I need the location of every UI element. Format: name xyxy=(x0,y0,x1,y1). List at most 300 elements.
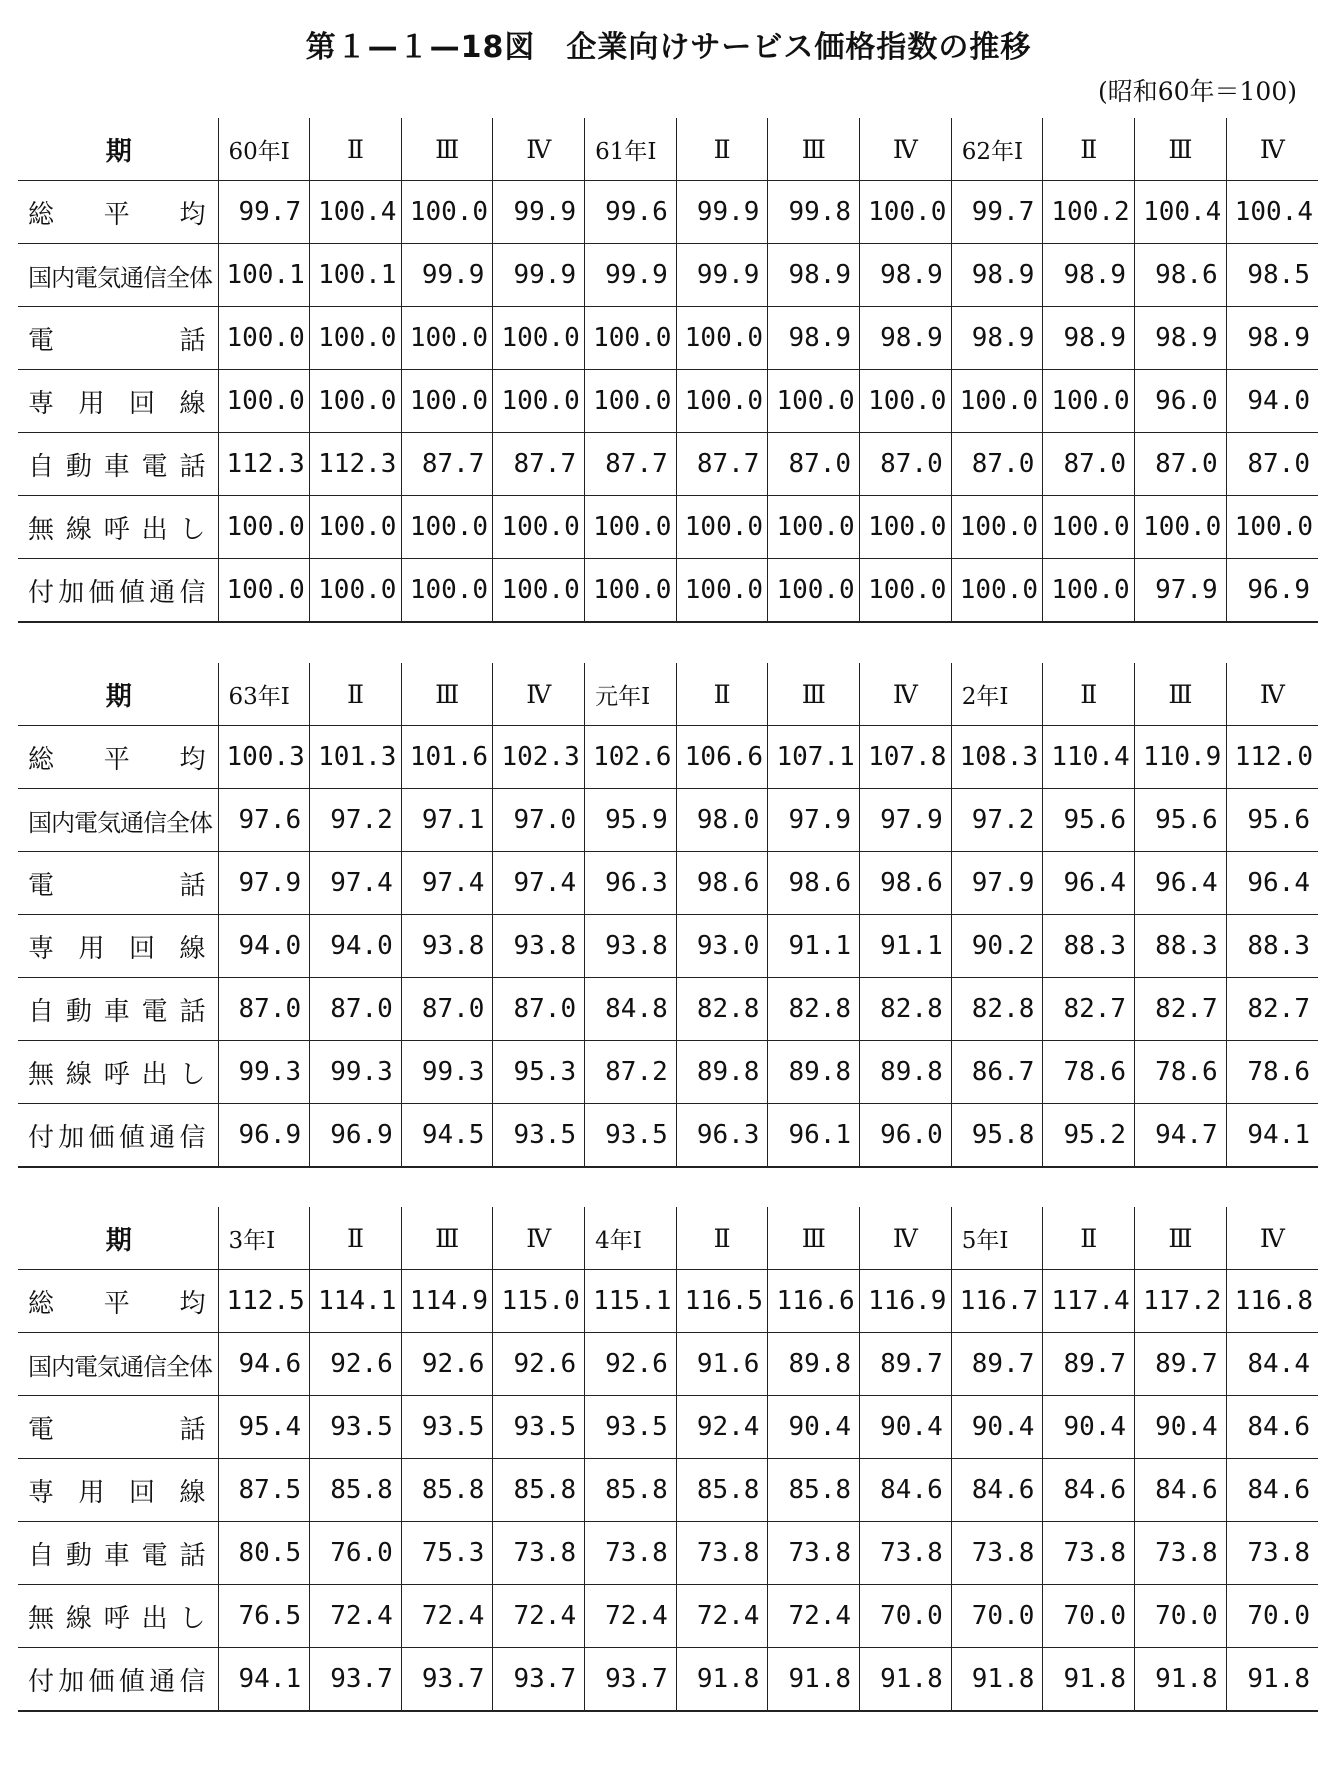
table-cell: 73.8 xyxy=(493,1522,585,1585)
table-cell: 112.0 xyxy=(1226,726,1318,789)
table-cell: 116.5 xyxy=(676,1270,768,1333)
table-cell: 96.4 xyxy=(1135,852,1227,915)
table-cell: 82.7 xyxy=(1226,978,1318,1041)
table-cell: 100.0 xyxy=(493,559,585,623)
table-cell: 98.9 xyxy=(1135,307,1227,370)
table-cell: 87.0 xyxy=(401,978,493,1041)
row-label: 専用回線 xyxy=(18,370,218,433)
table-row xyxy=(18,181,1318,244)
period-header: Ⅳ xyxy=(860,663,952,726)
table-cell: 100.0 xyxy=(218,496,310,559)
table-cell: 93.7 xyxy=(310,1648,402,1712)
table-cell: 96.0 xyxy=(860,1104,952,1168)
table-cell: 87.0 xyxy=(860,433,952,496)
table-cell: 72.4 xyxy=(676,1585,768,1648)
table-cell: 100.0 xyxy=(860,559,952,623)
table-cell: 97.6 xyxy=(218,789,310,852)
row-label: 自動車電話 xyxy=(18,433,218,496)
table-cell: 87.0 xyxy=(1135,433,1227,496)
table-cell: 96.4 xyxy=(1226,852,1318,915)
table-cell: 100.0 xyxy=(676,307,768,370)
table-cell: 82.8 xyxy=(951,978,1043,1041)
row-label: 国内電気通信全体 xyxy=(18,244,218,307)
row-label: 国内電気通信全体 xyxy=(18,1333,218,1396)
period-header: 5年Ⅰ xyxy=(951,1207,1043,1270)
period-header: Ⅳ xyxy=(1226,118,1318,181)
period-header: Ⅱ xyxy=(310,118,402,181)
table-cell: 85.8 xyxy=(310,1459,402,1522)
table-cell: 93.7 xyxy=(493,1648,585,1712)
table-row xyxy=(18,1585,1318,1648)
table-cell: 93.0 xyxy=(676,915,768,978)
table-cell: 91.8 xyxy=(1043,1648,1135,1712)
table-cell: 99.9 xyxy=(401,244,493,307)
table-cell: 100.0 xyxy=(218,370,310,433)
table-cell: 82.7 xyxy=(1135,978,1227,1041)
table-cell: 96.0 xyxy=(1135,370,1227,433)
table-cell: 86.7 xyxy=(951,1041,1043,1104)
period-header: Ⅱ xyxy=(676,118,768,181)
table-cell: 99.7 xyxy=(951,181,1043,244)
table-cell: 100.0 xyxy=(401,559,493,623)
table-cell: 99.3 xyxy=(218,1041,310,1104)
table-cell: 99.9 xyxy=(676,244,768,307)
table-cell: 112.3 xyxy=(218,433,310,496)
table-cell: 101.3 xyxy=(310,726,402,789)
table-cell: 91.8 xyxy=(768,1648,860,1712)
table-cell: 93.8 xyxy=(401,915,493,978)
table-cell: 87.7 xyxy=(401,433,493,496)
table-cell: 95.6 xyxy=(1135,789,1227,852)
table-cell: 98.9 xyxy=(860,244,952,307)
table-cell: 85.8 xyxy=(493,1459,585,1522)
table-cell: 91.8 xyxy=(951,1648,1043,1712)
table-cell: 106.6 xyxy=(676,726,768,789)
table-cell: 100.0 xyxy=(310,370,402,433)
table-cell: 75.3 xyxy=(401,1522,493,1585)
period-header: Ⅲ xyxy=(401,118,493,181)
table-cell: 94.5 xyxy=(401,1104,493,1168)
table-cell: 116.9 xyxy=(860,1270,952,1333)
table-cell: 93.5 xyxy=(585,1104,677,1168)
table-cell: 93.5 xyxy=(401,1396,493,1459)
table-cell: 107.1 xyxy=(768,726,860,789)
table-cell: 82.8 xyxy=(860,978,952,1041)
table-cell: 102.6 xyxy=(585,726,677,789)
period-header: 63年Ⅰ xyxy=(218,663,310,726)
row-label: 自動車電話 xyxy=(18,1522,218,1585)
table-cell: 100.0 xyxy=(768,559,860,623)
row-label: 専用回線 xyxy=(18,915,218,978)
table-cell: 100.0 xyxy=(1043,559,1135,623)
table-cell: 100.0 xyxy=(585,559,677,623)
table-cell: 95.9 xyxy=(585,789,677,852)
table-cell: 88.3 xyxy=(1135,915,1227,978)
table-cell: 92.6 xyxy=(310,1333,402,1396)
table-cell: 93.7 xyxy=(585,1648,677,1712)
period-header: Ⅲ xyxy=(1135,118,1227,181)
table-cell: 100.1 xyxy=(310,244,402,307)
figure-title: 第１—１—18図 企業向けサービス価格指数の推移 xyxy=(305,30,1032,65)
table-cell: 98.9 xyxy=(860,307,952,370)
table-cell: 98.6 xyxy=(676,852,768,915)
row-label: 総 平 均 xyxy=(18,726,218,789)
table-cell: 99.3 xyxy=(401,1041,493,1104)
table-row xyxy=(18,307,1318,370)
table-cell: 107.8 xyxy=(860,726,952,789)
table-cell: 91.8 xyxy=(676,1648,768,1712)
unit-note: (昭和60年＝100) xyxy=(1097,77,1297,106)
table-cell: 100.0 xyxy=(1043,496,1135,559)
period-header: Ⅲ xyxy=(401,1207,493,1270)
table-cell: 70.0 xyxy=(1135,1585,1227,1648)
table-cell: 97.2 xyxy=(951,789,1043,852)
row-label: 総 平 均 xyxy=(18,1270,218,1333)
table-cell: 92.6 xyxy=(493,1333,585,1396)
table-cell: 117.2 xyxy=(1135,1270,1227,1333)
table-cell: 84.6 xyxy=(1226,1396,1318,1459)
table-cell: 100.3 xyxy=(218,726,310,789)
table-cell: 70.0 xyxy=(860,1585,952,1648)
period-header-row xyxy=(18,1207,1318,1270)
period-header: Ⅳ xyxy=(493,663,585,726)
table-cell: 100.4 xyxy=(310,181,402,244)
table-cell: 84.6 xyxy=(1226,1459,1318,1522)
table-cell: 99.7 xyxy=(218,181,310,244)
table-cell: 93.5 xyxy=(585,1396,677,1459)
table-cell: 99.6 xyxy=(585,181,677,244)
table-cell: 98.9 xyxy=(951,307,1043,370)
table-cell: 92.6 xyxy=(585,1333,677,1396)
row-label: 自動車電話 xyxy=(18,978,218,1041)
table-cell: 100.0 xyxy=(768,370,860,433)
table-cell: 100.0 xyxy=(951,370,1043,433)
table-row xyxy=(18,433,1318,496)
period-header: Ⅱ xyxy=(676,663,768,726)
table-cell: 100.0 xyxy=(585,496,677,559)
table-cell: 94.1 xyxy=(1226,1104,1318,1168)
row-label: 電 話 xyxy=(18,852,218,915)
table-cell: 97.9 xyxy=(860,789,952,852)
table-cell: 87.0 xyxy=(493,978,585,1041)
table-cell: 85.8 xyxy=(676,1459,768,1522)
table-cell: 73.8 xyxy=(768,1522,860,1585)
period-header: 2年Ⅰ xyxy=(951,663,1043,726)
period-header: Ⅱ xyxy=(1043,663,1135,726)
period-header: Ⅱ xyxy=(1043,118,1135,181)
table-cell: 108.3 xyxy=(951,726,1043,789)
table-row xyxy=(18,1041,1318,1104)
table-cell: 78.6 xyxy=(1226,1041,1318,1104)
table-cell: 100.0 xyxy=(768,496,860,559)
table-cell: 110.9 xyxy=(1135,726,1227,789)
table-cell: 72.4 xyxy=(310,1585,402,1648)
period-header-label: 期 xyxy=(18,118,218,181)
table-cell: 114.1 xyxy=(310,1270,402,1333)
table-row xyxy=(18,1270,1318,1333)
table-row xyxy=(18,1396,1318,1459)
table-cell: 87.0 xyxy=(1043,433,1135,496)
period-header-row xyxy=(18,663,1318,726)
period-header: Ⅱ xyxy=(310,663,402,726)
table-cell: 73.8 xyxy=(1226,1522,1318,1585)
table-cell: 94.1 xyxy=(218,1648,310,1712)
table-cell: 115.1 xyxy=(585,1270,677,1333)
table-cell: 85.8 xyxy=(585,1459,677,1522)
table-cell: 115.0 xyxy=(493,1270,585,1333)
row-label: 国内電気通信全体 xyxy=(18,789,218,852)
table-cell: 89.7 xyxy=(1043,1333,1135,1396)
table-cell: 100.0 xyxy=(1226,496,1318,559)
table-cell: 110.4 xyxy=(1043,726,1135,789)
table-cell: 96.3 xyxy=(585,852,677,915)
table-cell: 72.4 xyxy=(401,1585,493,1648)
table-cell: 73.8 xyxy=(1043,1522,1135,1585)
row-label: 付加価値通信 xyxy=(18,559,218,623)
table-cell: 89.7 xyxy=(860,1333,952,1396)
table-cell: 73.8 xyxy=(1135,1522,1227,1585)
table-cell: 89.7 xyxy=(951,1333,1043,1396)
period-header-label: 期 xyxy=(18,1207,218,1270)
index-table-block-2 xyxy=(18,663,1318,1168)
table-cell: 93.5 xyxy=(493,1104,585,1168)
table-cell: 87.0 xyxy=(951,433,1043,496)
table-cell: 87.2 xyxy=(585,1041,677,1104)
table-cell: 70.0 xyxy=(1226,1585,1318,1648)
row-label: 無線呼出し xyxy=(18,1585,218,1648)
table-cell: 92.4 xyxy=(676,1396,768,1459)
table-cell: 98.0 xyxy=(676,789,768,852)
table-cell: 93.8 xyxy=(585,915,677,978)
period-header: Ⅳ xyxy=(493,1207,585,1270)
period-header: Ⅱ xyxy=(310,1207,402,1270)
table-cell: 72.4 xyxy=(768,1585,860,1648)
table-cell: 98.9 xyxy=(1043,244,1135,307)
table-cell: 88.3 xyxy=(1043,915,1135,978)
table-cell: 85.8 xyxy=(768,1459,860,1522)
period-header: Ⅲ xyxy=(768,1207,860,1270)
table-row xyxy=(18,726,1318,789)
index-table-block-1 xyxy=(18,118,1318,623)
table-cell: 98.9 xyxy=(1043,307,1135,370)
table-cell: 95.2 xyxy=(1043,1104,1135,1168)
index-table-block-3 xyxy=(18,1207,1318,1712)
row-label: 専用回線 xyxy=(18,1459,218,1522)
table-cell: 100.4 xyxy=(1226,181,1318,244)
table-cell: 98.9 xyxy=(768,307,860,370)
table-cell: 100.0 xyxy=(218,307,310,370)
table-cell: 96.9 xyxy=(218,1104,310,1168)
table-cell: 100.0 xyxy=(951,496,1043,559)
table-cell: 100.2 xyxy=(1043,181,1135,244)
table-cell: 98.9 xyxy=(1226,307,1318,370)
row-label: 付加価値通信 xyxy=(18,1648,218,1712)
table-row xyxy=(18,559,1318,623)
table-cell: 70.0 xyxy=(951,1585,1043,1648)
table-cell: 100.0 xyxy=(585,370,677,433)
table-row xyxy=(18,852,1318,915)
period-header: 4年Ⅰ xyxy=(585,1207,677,1270)
table-cell: 87.0 xyxy=(310,978,402,1041)
table-cell: 70.0 xyxy=(1043,1585,1135,1648)
table-cell: 97.0 xyxy=(493,789,585,852)
table-cell: 91.8 xyxy=(1226,1648,1318,1712)
table-cell: 93.7 xyxy=(401,1648,493,1712)
table-cell: 93.5 xyxy=(310,1396,402,1459)
table-row xyxy=(18,370,1318,433)
table-cell: 91.1 xyxy=(768,915,860,978)
table-cell: 87.7 xyxy=(585,433,677,496)
table-cell: 90.2 xyxy=(951,915,1043,978)
table-cell: 100.0 xyxy=(401,496,493,559)
table-cell: 89.8 xyxy=(768,1333,860,1396)
table-cell: 97.9 xyxy=(768,789,860,852)
table-cell: 87.7 xyxy=(493,433,585,496)
table-cell: 116.6 xyxy=(768,1270,860,1333)
table-cell: 100.0 xyxy=(676,496,768,559)
table-cell: 100.0 xyxy=(310,559,402,623)
table-cell: 102.3 xyxy=(493,726,585,789)
table-cell: 87.0 xyxy=(768,433,860,496)
table-cell: 100.0 xyxy=(493,370,585,433)
table-cell: 99.9 xyxy=(676,181,768,244)
table-cell: 89.8 xyxy=(676,1041,768,1104)
table-cell: 95.3 xyxy=(493,1041,585,1104)
table-cell: 94.0 xyxy=(218,915,310,978)
table-row xyxy=(18,244,1318,307)
table-cell: 73.8 xyxy=(951,1522,1043,1585)
row-label: 付加価値通信 xyxy=(18,1104,218,1168)
table-cell: 85.8 xyxy=(401,1459,493,1522)
table-cell: 98.6 xyxy=(1135,244,1227,307)
table-cell: 100.0 xyxy=(951,559,1043,623)
table-cell: 100.0 xyxy=(401,370,493,433)
table-cell: 97.1 xyxy=(401,789,493,852)
table-cell: 99.8 xyxy=(768,181,860,244)
table-cell: 97.9 xyxy=(1135,559,1227,623)
table-cell: 78.6 xyxy=(1135,1041,1227,1104)
table-cell: 96.9 xyxy=(310,1104,402,1168)
table-cell: 73.8 xyxy=(585,1522,677,1585)
table-cell: 97.4 xyxy=(401,852,493,915)
table-cell: 98.5 xyxy=(1226,244,1318,307)
table-cell: 89.7 xyxy=(1135,1333,1227,1396)
table-cell: 72.4 xyxy=(585,1585,677,1648)
table-cell: 96.4 xyxy=(1043,852,1135,915)
table-row xyxy=(18,915,1318,978)
table-row xyxy=(18,496,1318,559)
table-cell: 95.6 xyxy=(1226,789,1318,852)
table-cell: 84.6 xyxy=(951,1459,1043,1522)
period-header: Ⅲ xyxy=(768,663,860,726)
period-header: Ⅱ xyxy=(1043,1207,1135,1270)
table-cell: 84.8 xyxy=(585,978,677,1041)
table-cell: 84.6 xyxy=(1135,1459,1227,1522)
row-label: 電 話 xyxy=(18,1396,218,1459)
table-cell: 100.0 xyxy=(860,181,952,244)
row-label: 無線呼出し xyxy=(18,1041,218,1104)
period-header: Ⅲ xyxy=(1135,663,1227,726)
table-cell: 100.0 xyxy=(1043,370,1135,433)
table-cell: 100.4 xyxy=(1135,181,1227,244)
period-header: Ⅱ xyxy=(676,1207,768,1270)
table-cell: 95.6 xyxy=(1043,789,1135,852)
period-header: 61年Ⅰ xyxy=(585,118,677,181)
table-cell: 101.6 xyxy=(401,726,493,789)
table-cell: 97.9 xyxy=(951,852,1043,915)
table-cell: 87.0 xyxy=(218,978,310,1041)
table-row xyxy=(18,978,1318,1041)
table-cell: 82.8 xyxy=(676,978,768,1041)
row-label: 電 話 xyxy=(18,307,218,370)
table-cell: 84.6 xyxy=(860,1459,952,1522)
table-cell: 76.0 xyxy=(310,1522,402,1585)
table-cell: 100.0 xyxy=(401,181,493,244)
table-row xyxy=(18,1333,1318,1396)
row-label: 無線呼出し xyxy=(18,496,218,559)
table-cell: 89.8 xyxy=(768,1041,860,1104)
table-cell: 99.9 xyxy=(493,181,585,244)
table-cell: 100.0 xyxy=(676,559,768,623)
table-cell: 100.0 xyxy=(310,496,402,559)
table-cell: 93.8 xyxy=(493,915,585,978)
table-cell: 100.0 xyxy=(493,496,585,559)
period-header: 62年Ⅰ xyxy=(951,118,1043,181)
table-cell: 98.9 xyxy=(951,244,1043,307)
table-cell: 96.9 xyxy=(1226,559,1318,623)
period-header: Ⅲ xyxy=(1135,1207,1227,1270)
period-header: Ⅳ xyxy=(1226,1207,1318,1270)
table-cell: 97.4 xyxy=(493,852,585,915)
table-row xyxy=(18,1104,1318,1168)
table-cell: 90.4 xyxy=(768,1396,860,1459)
table-cell: 90.4 xyxy=(860,1396,952,1459)
table-cell: 89.8 xyxy=(860,1041,952,1104)
table-cell: 98.6 xyxy=(768,852,860,915)
table-cell: 91.8 xyxy=(1135,1648,1227,1712)
table-cell: 98.6 xyxy=(860,852,952,915)
table-cell: 88.3 xyxy=(1226,915,1318,978)
table-cell: 82.8 xyxy=(768,978,860,1041)
table-cell: 97.4 xyxy=(310,852,402,915)
table-cell: 90.4 xyxy=(1135,1396,1227,1459)
period-header: Ⅳ xyxy=(1226,663,1318,726)
table-cell: 100.0 xyxy=(401,307,493,370)
table-cell: 91.1 xyxy=(860,915,952,978)
table-cell: 91.8 xyxy=(860,1648,952,1712)
table-cell: 100.0 xyxy=(860,370,952,433)
table-cell: 100.1 xyxy=(218,244,310,307)
table-cell: 99.3 xyxy=(310,1041,402,1104)
table-cell: 114.9 xyxy=(401,1270,493,1333)
table-cell: 96.1 xyxy=(768,1104,860,1168)
table-cell: 94.0 xyxy=(1226,370,1318,433)
table-cell: 92.6 xyxy=(401,1333,493,1396)
row-label: 総 平 均 xyxy=(18,181,218,244)
table-cell: 87.0 xyxy=(1226,433,1318,496)
table-cell: 87.5 xyxy=(218,1459,310,1522)
period-header: 3年Ⅰ xyxy=(218,1207,310,1270)
period-header: Ⅳ xyxy=(860,118,952,181)
table-cell: 90.4 xyxy=(951,1396,1043,1459)
table-cell: 90.4 xyxy=(1043,1396,1135,1459)
table-cell: 100.0 xyxy=(676,370,768,433)
table-cell: 100.0 xyxy=(1135,496,1227,559)
table-row xyxy=(18,789,1318,852)
table-cell: 76.5 xyxy=(218,1585,310,1648)
period-header: Ⅲ xyxy=(768,118,860,181)
table-cell: 78.6 xyxy=(1043,1041,1135,1104)
